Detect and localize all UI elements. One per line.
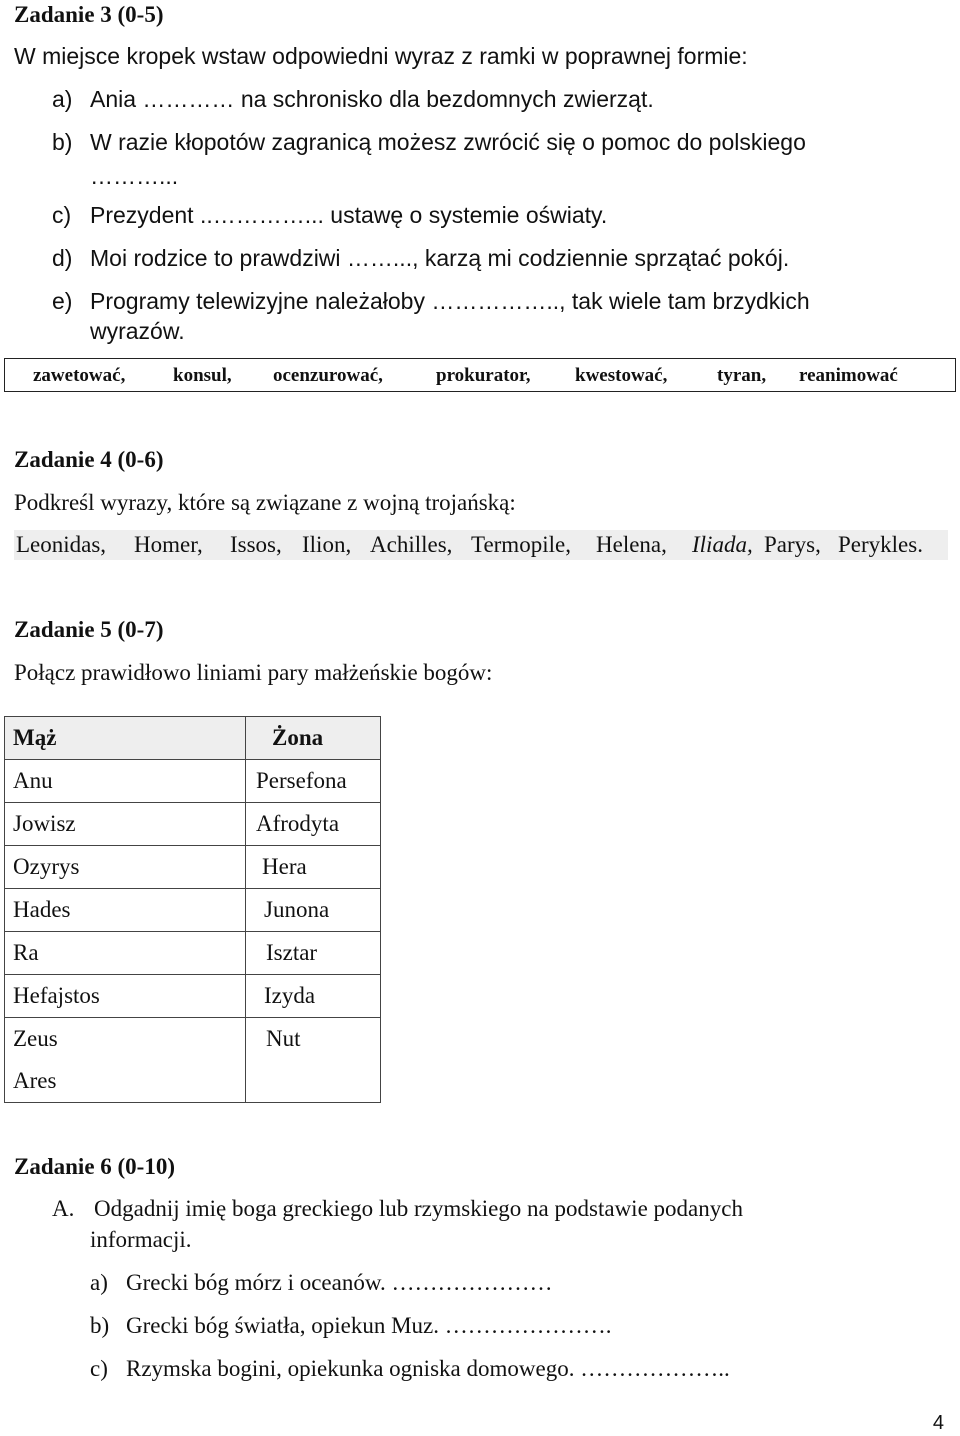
task6-title: Zadanie 6 (0-10) — [14, 1154, 175, 1179]
task3-item-e-label: e) — [52, 288, 73, 314]
page-number: 4 — [932, 1412, 944, 1434]
table-row — [5, 846, 381, 889]
word-bank-item: reanimować — [799, 365, 898, 386]
task3-item-b-label: b) — [52, 129, 73, 155]
task3-item-b-text: W razie kłopotów zagranicą możesz zwrócić się o pomoc do polskiego — [90, 129, 806, 155]
task3-title: Zadanie 3 (0-5) — [14, 2, 164, 27]
name-item[interactable]: Issos, — [230, 532, 282, 557]
husband-cell: Hefajstos — [5, 975, 246, 1018]
table-header-row — [5, 717, 381, 760]
name-item[interactable]: Termopile, — [471, 532, 571, 557]
wife-cell: Isztar — [246, 932, 381, 975]
table-row — [5, 932, 381, 975]
task3-item-a-label: a) — [52, 86, 73, 112]
task6-part-text-cont: informacji. — [90, 1227, 192, 1252]
task6-part-label: A. — [52, 1196, 75, 1221]
header-wife: Żona — [246, 717, 381, 760]
wife-cell: Afrodyta — [246, 803, 381, 846]
task3-item-d-text: Moi rodzice to prawdziwi ……..., karzą mi codziennie sprzątać pokój. — [90, 245, 790, 271]
header-husband: Mąż — [5, 717, 246, 760]
word-bank-item: prokurator, — [436, 365, 531, 386]
husband-cell: Jowisz — [5, 803, 246, 846]
task6-item-b-label: b) — [90, 1313, 110, 1338]
husband-cell: Ra — [5, 932, 246, 975]
name-item[interactable]: Achilles, — [370, 532, 453, 557]
table-row — [5, 975, 381, 1018]
task3-item-b-cont: ………... — [90, 163, 179, 189]
name-item[interactable]: Iliada, — [692, 532, 753, 557]
task4-instruction: Podkreśl wyrazy, które są związane z wojną trojańską: — [14, 490, 516, 515]
task5-instruction: Połącz prawidłowo liniami pary małżeńskie bogów: — [14, 660, 493, 685]
name-item[interactable]: Perykles. — [838, 532, 923, 557]
task6-item-b-text: Grecki bóg światła, opiekun Muz. …………………. — [126, 1313, 612, 1338]
task4-title: Zadanie 4 (0-6) — [14, 447, 164, 472]
table-row — [5, 760, 381, 803]
word-bank-item: konsul, — [173, 365, 232, 386]
wife-cell: Izyda — [246, 975, 381, 1018]
table-row — [5, 1018, 381, 1061]
task3-item-a-text: Ania ………… na schronisko dla bezdomnych zwierząt. — [90, 86, 654, 112]
task6-item-c-label: c) — [90, 1356, 108, 1381]
task5-title: Zadanie 5 (0-7) — [14, 617, 164, 642]
task3-item-c-text: Prezydent ..…………... ustawę o systemie oświaty. — [90, 202, 608, 228]
gods-pairs-table — [4, 716, 381, 1103]
task6-item-a-label: a) — [90, 1270, 108, 1295]
name-item[interactable]: Homer, — [134, 532, 203, 557]
task3-instruction: W miejsce kropek wstaw odpowiedni wyraz z ramki w poprawnej formie: — [14, 43, 748, 69]
word-bank-item: kwestować, — [575, 365, 668, 386]
task6-item-a-text: Grecki bóg mórz i oceanów. ………………… — [126, 1270, 553, 1295]
husband-cell: Ares — [5, 1060, 246, 1103]
word-bank-item: zawetować, — [33, 365, 126, 386]
name-item[interactable]: Parys, — [764, 532, 821, 557]
husband-cell: Hades — [5, 889, 246, 932]
task3-item-d-label: d) — [52, 245, 73, 271]
task3-item-e-text: Programy telewizyjne należałoby …………….., tak wiele tam brzydkich — [90, 288, 810, 314]
wife-cell: Junona — [246, 889, 381, 932]
word-bank-box — [4, 358, 956, 392]
word-bank-item: ocenzurować, — [273, 365, 383, 386]
wife-cell: Hera — [246, 846, 381, 889]
table-row — [5, 803, 381, 846]
husband-cell: Zeus — [5, 1018, 246, 1061]
name-item[interactable]: Ilion, — [302, 532, 352, 557]
husband-cell: Anu — [5, 760, 246, 803]
task6-part-text: Odgadnij imię boga greckiego lub rzymskiego na podstawie podanych — [94, 1196, 743, 1221]
table-row — [5, 1060, 381, 1103]
wife-cell: Persefona — [246, 760, 381, 803]
task3-item-e-cont: wyrazów. — [90, 318, 185, 344]
wife-cell: Nut — [246, 1018, 381, 1061]
word-bank-item: tyran, — [717, 365, 767, 386]
task3-item-c-label: c) — [52, 202, 72, 228]
table-row — [5, 889, 381, 932]
wife-cell — [246, 1060, 381, 1103]
husband-cell: Ozyrys — [5, 846, 246, 889]
name-item[interactable]: Helena, — [596, 532, 667, 557]
name-item[interactable]: Leonidas, — [16, 532, 107, 557]
task6-item-c-text: Rzymska bogini, opiekunka ogniska domowego. ……………….. — [126, 1356, 730, 1381]
names-list — [14, 530, 948, 560]
